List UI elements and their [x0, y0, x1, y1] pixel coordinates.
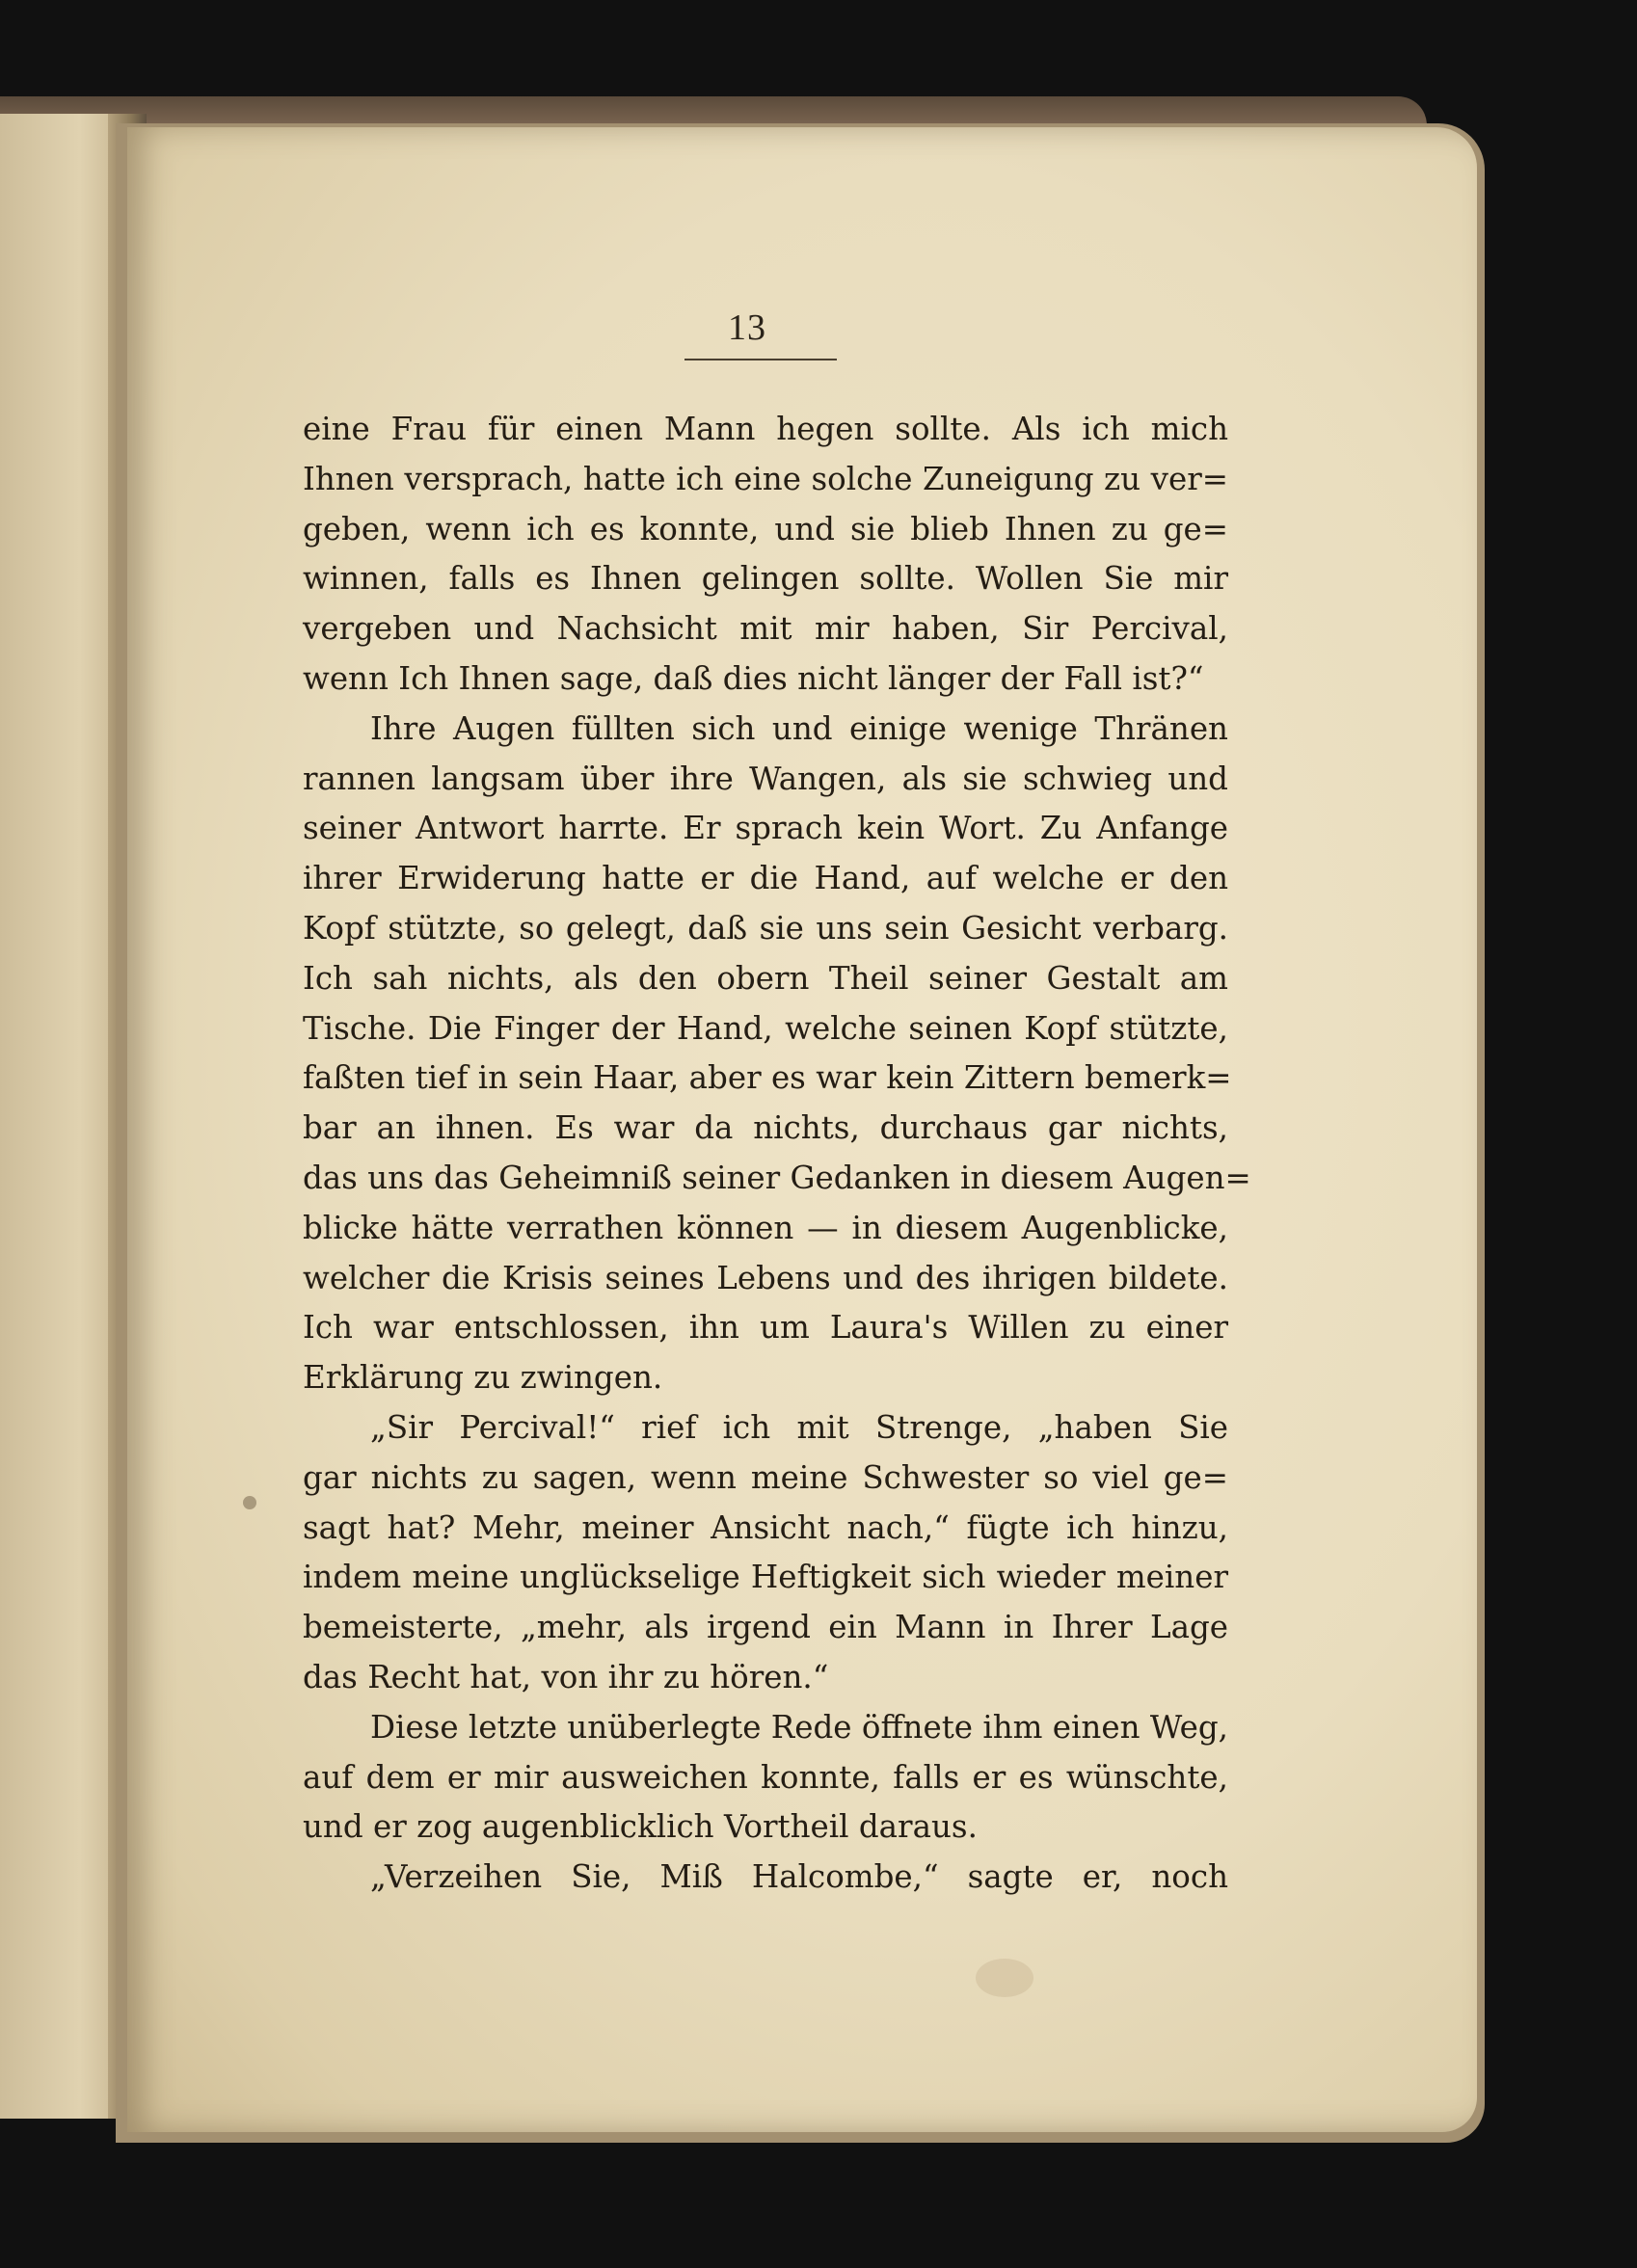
text-line: Ich war entschlossen, ihn um Laura's Willen zu einer [303, 1309, 1228, 1347]
text-line: seiner Antwort harrte. Er sprach kein Wort. Zu Anfange [303, 810, 1228, 847]
text-line: Tische. Die Finger der Hand, welche seinen Kopf stützte, [303, 1009, 1228, 1047]
text-line: gar nichts zu sagen, wenn meine Schwester so viel ge= [303, 1458, 1228, 1496]
text-line: Ihre Augen füllten sich und einige wenige Thränen [370, 709, 1228, 747]
text-line: blicke hätte verrathen können — in diesem Augenblicke, [303, 1209, 1228, 1246]
body-text [303, 405, 1251, 1903]
text-line: bemeisterte, „mehr, als irgend ein Mann in Ihrer Lage [303, 1609, 1228, 1646]
text-line: faßten tief in sein Haar, aber es war kein Zittern bemerk= [303, 1059, 1232, 1097]
text-line: ihrer Erwiderung hatte er die Hand, auf welche er den [303, 860, 1228, 897]
text-line: das Recht hat, von ihr zu hören.“ [303, 1658, 829, 1695]
text-line: geben, wenn ich es konnte, und sie blieb Ihnen zu ge= [303, 510, 1228, 547]
text-line: indem meine unglückselige Heftigkeit sich wieder meiner [303, 1559, 1228, 1596]
text-line: Erklärung zu zwingen. [303, 1359, 663, 1397]
text-line: Ich sah nichts, als den obern Theil seiner Gestalt am [303, 959, 1228, 997]
page-number-rule [684, 359, 837, 360]
text-line: „Verzeihen Sie, Miß Halcombe,“ sagte er, noch [370, 1858, 1228, 1896]
text-line: winnen, falls es Ihnen gelingen sollte. Wollen Sie mir [303, 560, 1228, 598]
text-line: das uns das Geheimniß seiner Gedanken in diesem Augen= [303, 1159, 1251, 1196]
text-line: auf dem er mir ausweichen konnte, falls er es wünschte, [303, 1758, 1228, 1796]
text-line: bar an ihnen. Es war da nichts, durchaus gar nichts, [303, 1109, 1228, 1147]
paper-speck [243, 1496, 256, 1509]
text-line: rannen langsam über ihre Wangen, als sie schwieg und [303, 760, 1228, 797]
text-line: wenn Ich Ihnen sage, daß dies nicht länger der Fall ist?“ [303, 659, 1204, 697]
text-line: welcher die Krisis seines Lebens und des ihrigen bildete. [303, 1259, 1228, 1296]
text-line: Kopf stützte, so gelegt, daß sie uns sein Gesicht verbarg. [303, 909, 1228, 947]
page-number: 13 [728, 307, 766, 348]
paper-stain [976, 1959, 1033, 1997]
text-line: und er zog augenblicklich Vortheil daraus. [303, 1808, 978, 1846]
text-line: sagt hat? Mehr, meiner Ansicht nach,“ fügte ich hinzu, [303, 1508, 1228, 1546]
text-line: vergeben und Nachsicht mit mir haben, Sir Percival, [303, 610, 1228, 648]
text-line: eine Frau für einen Mann hegen sollte. Als ich mich [303, 411, 1228, 447]
text-line: Ihnen versprach, hatte ich eine solche Zuneigung zu ver= [303, 460, 1228, 497]
text-line: Diese letzte unüberlegte Rede öffnete ihm einen Weg, [370, 1708, 1228, 1746]
text-line: „Sir Percival!“ rief ich mit Strenge, „haben Sie [370, 1408, 1228, 1446]
